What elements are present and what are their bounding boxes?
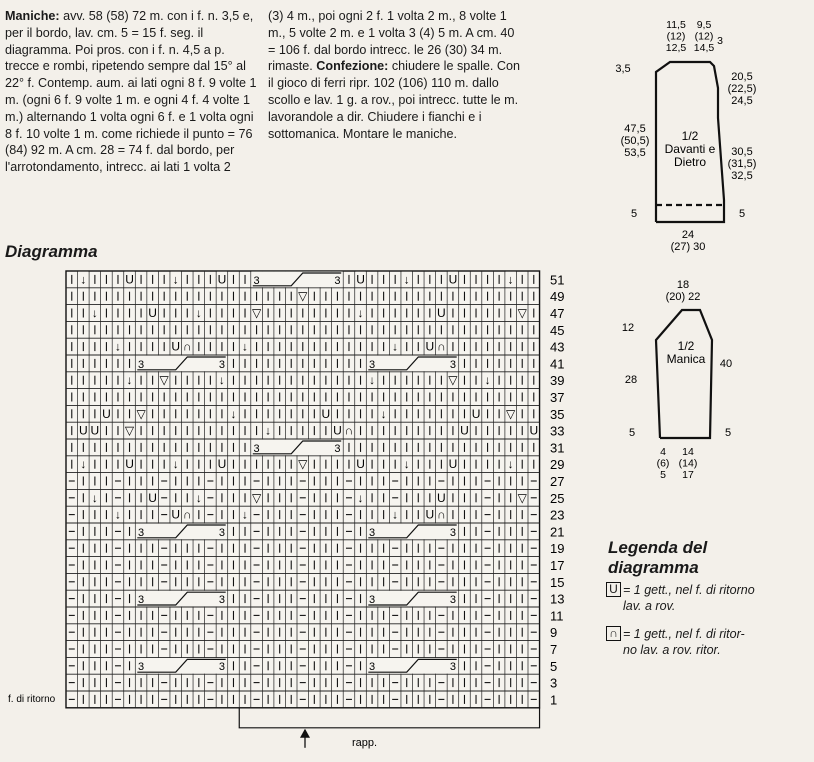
sleeve-bottom-width-dim: 14 (14) 17 [678,446,698,481]
yarnover-u-icon: U [460,423,469,438]
sleeve-right-height-dim: 40 [719,358,733,370]
down-arrow-icon: ↓ [195,306,202,320]
sleeve-outline [656,310,712,438]
finishing-heading: Confezione: [316,59,389,74]
sleeve-label: 1/2 Manica [666,339,706,366]
cable-number: 3 [253,274,260,287]
cable-number: 3 [253,442,260,455]
cable-number: 3 [369,526,376,539]
down-arrow-icon: ↓ [357,490,364,505]
down-arrow-icon: ↓ [507,457,514,472]
down-arrow-icon: ↓ [172,272,179,287]
row-number: 49 [550,289,565,305]
yarnover-twisted-purl-icon: ∩ [606,626,621,641]
diagram-title: Diagramma [5,242,98,261]
front-border-right-dim: 5 [738,208,746,220]
cable-number: 3 [369,594,376,606]
row-number: 7 [550,642,558,657]
down-arrow-icon: ↓ [403,272,410,287]
yarnover-u-icon: U [425,339,435,354]
row-number: 5 [550,658,558,674]
yarnover-n-icon: ∩ [437,339,446,354]
sleeves-body: avv. 58 (58) 72 m. con i f. n. 3,5 e, per il bordo, lav. cm. 5 = 15 f. seg. il diagramma. Poi pros. con i f. n. 4,5 a p. trecce e rombi, ripetendo sempre dal 15° al 22° f. Contemp. aum. ai lati ogni 8 f. 9 volte 1 m. (ogni 6 f. 9 volte 1 m. e ogni 4 f. 4 volte 1 m.) alternando 1 volta ogni 6 f. e 1 volta ogni 8 f. 10 volte 1 m. come richiede il punto = 76 (84) 92 m. A cm. 28 = 74 f. dal bordo, per l'arrotondamento, intrecc. ai lati 1 volta 2 [5,9,257,175]
sleeve-top-dim: 18 (20) 22 [665,279,701,303]
sleeve-bottom-left-dim: 4 (6) 5 [656,446,670,481]
legend-item-yarnover-u [606,582,755,614]
triangle-icon: ▽ [506,406,516,421]
yarnover-u-icon: U [529,423,539,438]
triangle-icon: ▽ [448,373,458,388]
down-arrow-icon: ↓ [484,373,491,388]
down-arrow-icon: ↓ [265,423,272,438]
yarnover-u-icon: U [90,423,100,438]
row-number: 43 [550,339,565,355]
front-top-right-dim: 9,5 (12) 14,5 [693,19,715,54]
triangle-icon: ▽ [298,289,308,304]
yarnover-u-icon: U [437,306,446,320]
cable-number: 3 [449,526,456,539]
cable-number: 3 [369,661,376,674]
down-arrow-icon: ↓ [392,507,399,522]
cable-number: 3 [449,594,456,606]
sleeve-cap-dim: 12 [621,322,635,334]
front-shoulder-dim: 3,5 [615,63,631,75]
row-number: 1 [550,692,558,708]
down-arrow-icon: ↓ [230,406,237,421]
front-armhole-dim: 20,5 (22,5) 24,5 [727,71,757,107]
row-number: 33 [550,423,565,439]
yarnover-u-icon: U [78,423,88,438]
row-number: 23 [550,507,565,523]
row-number: 41 [550,356,565,372]
yarnover-u-icon: U [125,457,134,472]
repeat-bracket [239,708,539,728]
repeat-label: rapp. [352,736,378,749]
sleeves-body-cont: (3) 4 m., poi ogni 2 f. 1 volta 2 m., 8 volte 1 m., 5 volte 2 m. e 1 volta 3 (4) 5 m. A cm. 40 = 106 f. dal bordo intrecc. le 26 (30) 34 m. rimaste. [268,9,515,74]
yarnover-u-icon: U [217,457,227,472]
row-number: 45 [550,322,565,338]
cable-number: 3 [369,358,376,371]
yarnover-u-icon: U [471,406,481,421]
down-arrow-icon: ↓ [91,306,98,320]
cable-number: 3 [334,274,341,287]
down-arrow-icon: ↓ [114,507,121,522]
yarnover-u-icon: U [448,457,458,472]
row-number: 27 [550,474,565,489]
legend-text-1: = 1 gett., nel f. di ritorno lav. a rov. [623,583,755,613]
front-top-small-dim: 3 [717,35,723,47]
row-number: 13 [550,591,565,607]
yarnover-u-icon: U [171,339,181,354]
yarnover-n-icon: ∩ [437,507,446,522]
triangle-icon: ▽ [251,490,262,505]
repeat-arrow-head [300,729,310,738]
down-arrow-icon: ↓ [91,490,98,505]
row-number: 37 [550,390,565,405]
yarnover-u-icon: U [148,306,157,320]
sleeve-border-left-dim: 5 [628,427,636,439]
row-number: 11 [550,608,564,624]
down-arrow-icon: ↓ [357,306,364,320]
triangle-icon: ▽ [136,406,146,421]
yarnover-u-icon: U [217,272,227,287]
cable-number: 3 [138,358,145,371]
down-arrow-icon: ↓ [80,272,87,287]
yarnover-u-icon: U [102,406,111,421]
cable-number: 3 [218,594,225,606]
front-top-left-dim: 11,5 (12) 12,5 [665,19,687,54]
front-width-dim: 24 (27) 30 [670,229,706,253]
triangle-icon: ▽ [124,423,135,438]
row-number: 3 [550,675,558,691]
down-arrow-icon: ↓ [369,373,376,388]
down-arrow-icon: ↓ [126,373,133,388]
row-number: 19 [550,541,565,557]
row-number: 39 [550,373,565,389]
return-row-label: f. di ritorno [8,694,56,705]
sleeves-heading: Maniche: [5,9,60,23]
yarnover-u-icon: U [356,272,365,287]
cable-number: 3 [449,358,456,371]
cable-number: 3 [218,661,225,674]
down-arrow-icon: ↓ [242,507,249,522]
row-number: 9 [550,625,558,641]
cable-number: 3 [138,526,145,539]
row-number: 31 [550,440,565,456]
yarnover-u-icon: U [125,272,134,287]
row-number: 21 [550,524,565,540]
cable-number: 3 [449,661,456,674]
triangle-icon: ▽ [159,373,169,388]
row-number: 47 [550,306,565,321]
front-side-dim: 30,5 (31,5) 32,5 [727,146,757,182]
down-arrow-icon: ↓ [80,457,87,472]
down-arrow-icon: ↓ [507,272,514,287]
triangle-icon: ▽ [517,490,527,505]
legend-title: Legenda del diagramma [608,538,708,577]
row-number: 25 [550,490,565,506]
row-number: 29 [550,457,565,473]
yarnover-n-icon: ∩ [344,423,354,438]
down-arrow-icon: ↓ [172,457,179,472]
front-height-dim: 47,5 (50,5) 53,5 [620,123,650,159]
front-border-left-dim: 5 [630,208,638,220]
down-arrow-icon: ↓ [403,457,410,472]
yarnover-u-icon: U [356,457,365,472]
triangle-icon: ▽ [251,306,262,320]
yarnover-u-icon: U [333,423,342,438]
row-number: 35 [550,406,565,422]
yarnover-n-icon: ∩ [182,507,192,522]
triangle-icon: ▽ [517,306,527,320]
cable-number: 3 [218,526,225,539]
cable-number: 3 [218,358,225,371]
row-number: 51 [550,272,565,288]
triangle-icon: ▽ [298,457,308,472]
legend-text-2: = 1 gett., nel f. di ritor- no lav. a rov. ritor. [623,627,745,657]
legend-item-yarnover-n [606,626,745,658]
cable-number: 3 [138,661,145,674]
yarnover-u-icon: U [448,272,458,287]
row-number: 15 [550,574,565,590]
down-arrow-icon: ↓ [114,339,121,354]
finishing-body: chiudere le spalle. Con il gioco di ferri ripr. 102 (106) 110 m. dallo scollo e lav. 1 g. a rov., poi intrecc. tutte le m. lavorandole a dir. Chiudere i fianchi e i sottomanica. Montare le maniche. [268,59,520,141]
down-arrow-icon: ↓ [392,339,399,354]
sleeve-border-right-dim: 5 [724,427,732,439]
row-number: 17 [550,558,565,573]
down-arrow-icon: ↓ [195,490,202,505]
sleeve-left-height-dim: 28 [624,374,638,386]
yarnover-u-icon: U [171,507,181,522]
yarnover-purl-icon: U [606,582,621,597]
cable-number: 3 [138,594,145,606]
down-arrow-icon: ↓ [242,339,249,354]
yarnover-u-icon: U [148,490,157,505]
yarnover-u-icon: U [425,507,435,522]
down-arrow-icon: ↓ [218,373,225,388]
down-arrow-icon: ↓ [380,406,387,421]
yarnover-n-icon: ∩ [182,339,192,354]
front-back-label: 1/2 Davanti e Dietro [664,129,716,169]
cable-number: 3 [334,442,341,455]
yarnover-u-icon: U [437,490,446,505]
yarnover-u-icon: U [321,406,331,421]
